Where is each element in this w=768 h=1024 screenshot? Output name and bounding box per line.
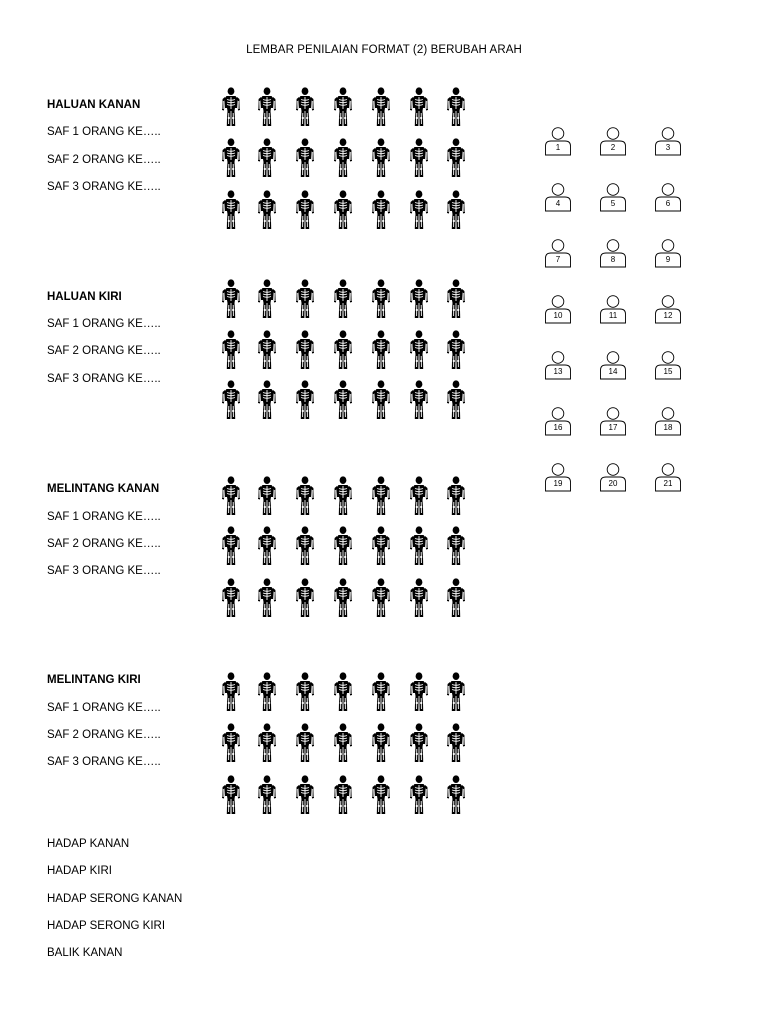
skeleton-person-icon <box>256 279 278 319</box>
skeleton-person-icon <box>294 672 316 712</box>
page-title: LEMBAR PENILAIAN FORMAT (2) BERUBAH ARAH <box>246 44 522 56</box>
skeleton-person-icon <box>294 87 316 127</box>
person-outline-icon <box>598 239 628 269</box>
seat-number: 9 <box>665 255 671 264</box>
saf-line: SAF 3 ORANG KE….. <box>47 181 161 193</box>
skeleton-person-icon <box>408 380 430 420</box>
skeleton-person-icon <box>370 279 392 319</box>
skeleton-person-icon <box>294 380 316 420</box>
seat-number: 6 <box>665 199 671 208</box>
skeleton-person-icon <box>332 87 354 127</box>
person-outline-icon <box>598 127 628 157</box>
command-label: HADAP SERONG KIRI <box>47 920 166 932</box>
skeleton-person-icon <box>408 138 430 178</box>
person-outline-icon <box>543 295 573 325</box>
skeleton-person-icon <box>220 723 242 763</box>
skeleton-person-icon <box>256 190 278 230</box>
skeleton-person-icon <box>332 330 354 370</box>
seat-number: 19 <box>553 479 563 488</box>
skeleton-person-icon <box>332 775 354 815</box>
skeleton-person-icon <box>370 87 392 127</box>
skeleton-person-icon <box>370 190 392 230</box>
skeleton-person-icon <box>408 279 430 319</box>
seat-number: 21 <box>663 479 673 488</box>
skeleton-person-icon <box>408 578 430 618</box>
skeleton-person-icon <box>220 87 242 127</box>
skeleton-person-icon <box>220 672 242 712</box>
saf-line: SAF 3 ORANG KE….. <box>47 756 161 768</box>
saf-line: SAF 2 ORANG KE….. <box>47 345 161 357</box>
skeleton-person-icon <box>408 330 430 370</box>
seat-number: 1 <box>555 143 561 152</box>
skeleton-person-icon <box>332 138 354 178</box>
command-label: HADAP SERONG KANAN <box>47 893 183 905</box>
skeleton-person-icon <box>408 87 430 127</box>
skeleton-person-icon <box>445 138 467 178</box>
skeleton-person-icon <box>220 578 242 618</box>
person-outline-icon <box>598 295 628 325</box>
seat-number: 11 <box>608 311 618 320</box>
skeleton-person-icon <box>256 723 278 763</box>
skeleton-person-icon <box>445 476 467 516</box>
person-outline-icon <box>543 351 573 381</box>
skeleton-person-icon <box>408 476 430 516</box>
skeleton-person-icon <box>445 330 467 370</box>
skeleton-person-icon <box>370 775 392 815</box>
skeleton-person-icon <box>256 138 278 178</box>
seat-number: 3 <box>665 143 671 152</box>
skeleton-person-icon <box>294 330 316 370</box>
seat-number: 20 <box>608 479 618 488</box>
seat-number: 5 <box>610 199 616 208</box>
seat-number: 16 <box>553 423 563 432</box>
skeleton-person-icon <box>294 723 316 763</box>
skeleton-person-icon <box>370 526 392 566</box>
skeleton-person-icon <box>445 723 467 763</box>
person-outline-icon <box>598 463 628 493</box>
skeleton-person-icon <box>332 279 354 319</box>
person-outline-icon <box>543 407 573 437</box>
skeleton-person-icon <box>220 190 242 230</box>
skeleton-person-icon <box>370 578 392 618</box>
skeleton-person-icon <box>332 190 354 230</box>
skeleton-person-icon <box>370 672 392 712</box>
skeleton-person-icon <box>370 476 392 516</box>
skeleton-person-icon <box>220 138 242 178</box>
seat-number: 12 <box>663 311 673 320</box>
skeleton-person-icon <box>256 87 278 127</box>
skeleton-person-icon <box>220 476 242 516</box>
skeleton-person-icon <box>256 526 278 566</box>
saf-line: SAF 1 ORANG KE….. <box>47 318 161 330</box>
skeleton-person-icon <box>256 330 278 370</box>
person-outline-icon <box>543 183 573 213</box>
person-outline-icon <box>653 127 683 157</box>
seat-number: 2 <box>610 143 616 152</box>
person-outline-icon <box>543 239 573 269</box>
skeleton-person-icon <box>332 578 354 618</box>
saf-line: SAF 3 ORANG KE….. <box>47 373 161 385</box>
person-outline-icon <box>543 127 573 157</box>
saf-line: SAF 2 ORANG KE….. <box>47 538 161 550</box>
person-outline-icon <box>653 463 683 493</box>
skeleton-person-icon <box>256 775 278 815</box>
seat-number: 7 <box>555 255 561 264</box>
skeleton-person-icon <box>294 526 316 566</box>
section-heading-melintang-kanan: MELINTANG KANAN <box>47 483 160 495</box>
skeleton-person-icon <box>294 190 316 230</box>
command-label: HADAP KIRI <box>47 865 112 877</box>
skeleton-person-icon <box>220 380 242 420</box>
skeleton-person-icon <box>294 279 316 319</box>
skeleton-person-icon <box>256 672 278 712</box>
seat-number: 14 <box>608 367 618 376</box>
skeleton-person-icon <box>294 578 316 618</box>
skeleton-person-icon <box>256 380 278 420</box>
saf-line: SAF 3 ORANG KE….. <box>47 565 161 577</box>
person-outline-icon <box>598 407 628 437</box>
person-outline-icon <box>653 183 683 213</box>
skeleton-person-icon <box>294 775 316 815</box>
skeleton-person-icon <box>332 476 354 516</box>
person-outline-icon <box>653 351 683 381</box>
skeleton-person-icon <box>408 526 430 566</box>
seat-number: 18 <box>663 423 673 432</box>
skeleton-person-icon <box>256 476 278 516</box>
person-outline-icon <box>543 463 573 493</box>
skeleton-person-icon <box>370 138 392 178</box>
seat-number: 10 <box>553 311 563 320</box>
saf-line: SAF 2 ORANG KE….. <box>47 154 161 166</box>
person-outline-icon <box>653 407 683 437</box>
skeleton-person-icon <box>220 526 242 566</box>
skeleton-person-icon <box>332 672 354 712</box>
skeleton-person-icon <box>370 330 392 370</box>
skeleton-person-icon <box>332 526 354 566</box>
skeleton-person-icon <box>294 138 316 178</box>
skeleton-person-icon <box>445 775 467 815</box>
saf-line: SAF 1 ORANG KE….. <box>47 511 161 523</box>
skeleton-person-icon <box>332 723 354 763</box>
section-heading-haluan-kanan: HALUAN KANAN <box>47 99 141 111</box>
saf-line: SAF 1 ORANG KE….. <box>47 702 161 714</box>
seat-number: 4 <box>555 199 561 208</box>
skeleton-person-icon <box>445 578 467 618</box>
section-heading-melintang-kiri: MELINTANG KIRI <box>47 674 141 686</box>
person-outline-icon <box>598 183 628 213</box>
command-label: HADAP KANAN <box>47 838 130 850</box>
seat-number: 13 <box>553 367 563 376</box>
saf-line: SAF 2 ORANG KE….. <box>47 729 161 741</box>
skeleton-person-icon <box>408 190 430 230</box>
skeleton-person-icon <box>370 723 392 763</box>
person-outline-icon <box>598 351 628 381</box>
section-heading-haluan-kiri: HALUAN KIRI <box>47 291 122 303</box>
skeleton-person-icon <box>294 476 316 516</box>
seat-number: 17 <box>608 423 618 432</box>
seat-number: 15 <box>663 367 673 376</box>
skeleton-person-icon <box>220 775 242 815</box>
saf-line: SAF 1 ORANG KE….. <box>47 126 161 138</box>
skeleton-person-icon <box>408 775 430 815</box>
skeleton-person-icon <box>445 279 467 319</box>
skeleton-person-icon <box>445 526 467 566</box>
skeleton-person-icon <box>332 380 354 420</box>
seat-number: 8 <box>610 255 616 264</box>
person-outline-icon <box>653 239 683 269</box>
skeleton-person-icon <box>445 672 467 712</box>
skeleton-person-icon <box>220 279 242 319</box>
skeleton-person-icon <box>445 87 467 127</box>
skeleton-person-icon <box>445 380 467 420</box>
skeleton-person-icon <box>370 380 392 420</box>
command-label: BALIK KANAN <box>47 947 123 959</box>
skeleton-person-icon <box>445 190 467 230</box>
skeleton-person-icon <box>220 330 242 370</box>
skeleton-person-icon <box>408 672 430 712</box>
skeleton-person-icon <box>256 578 278 618</box>
skeleton-person-icon <box>408 723 430 763</box>
person-outline-icon <box>653 295 683 325</box>
